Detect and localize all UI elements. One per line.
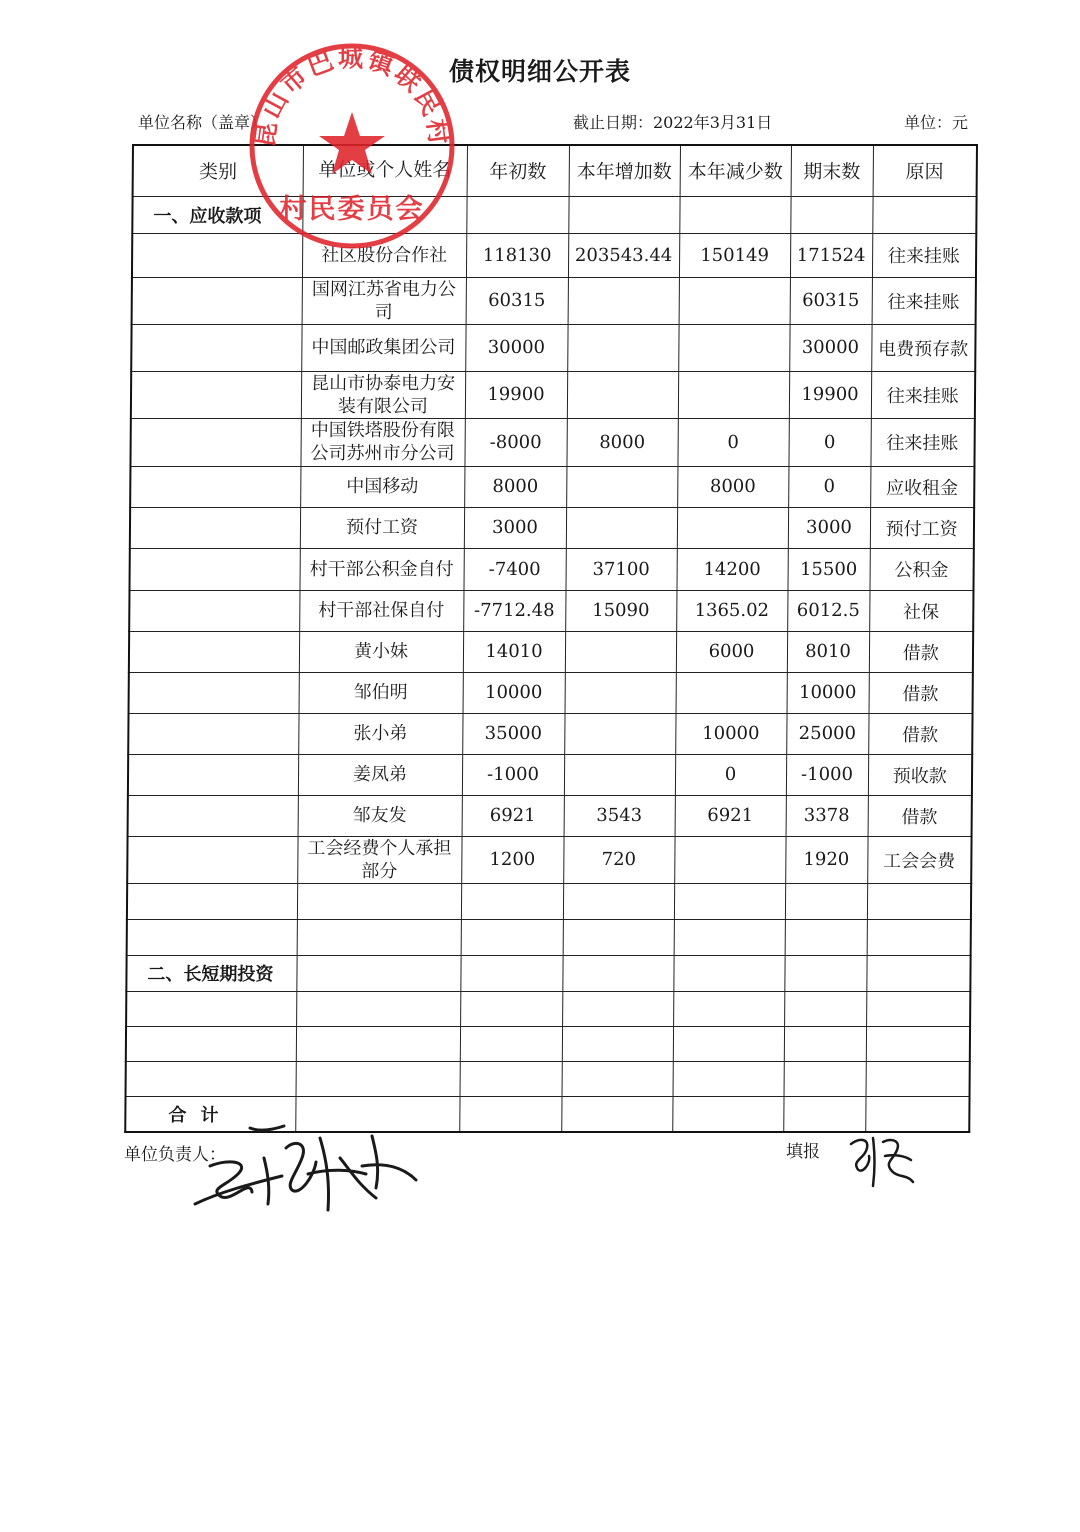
row-category — [128, 713, 298, 754]
row-begin: -8000 — [464, 418, 566, 466]
seal-star-icon — [319, 112, 385, 174]
row-end: 3000 — [788, 507, 870, 548]
row-reason: 电费预存款 — [871, 324, 975, 371]
official-seal-stamp — [246, 40, 458, 252]
row-category — [130, 466, 300, 507]
row-category — [129, 631, 299, 672]
row-decrease: 6000 — [676, 631, 787, 672]
claims-table — [124, 144, 978, 1133]
row-reason: 往来挂账 — [870, 418, 974, 466]
col-header-name: 单位或个人姓名 — [303, 145, 467, 196]
row-end: 171524 — [790, 233, 872, 277]
row-begin: -7400 — [463, 548, 565, 590]
row-category — [129, 672, 299, 713]
row-category — [131, 324, 301, 371]
table-row — [129, 631, 973, 672]
table-row — [127, 836, 971, 883]
row-decrease — [678, 371, 789, 418]
row-reason: 往来挂账 — [871, 371, 975, 418]
row-increase: 720 — [563, 836, 674, 883]
row-begin: 118130 — [466, 233, 568, 277]
row-increase — [568, 277, 679, 324]
row-category — [129, 590, 299, 631]
row-name: 邹伯明 — [299, 672, 463, 713]
row-reason: 借款 — [869, 631, 973, 672]
row-begin: -1000 — [462, 754, 564, 795]
row-increase — [567, 371, 678, 418]
row-reason: 公积金 — [869, 548, 973, 590]
table-row — [131, 371, 975, 418]
col-header-reason: 原因 — [873, 145, 977, 196]
row-increase — [564, 713, 675, 754]
row-increase — [564, 754, 675, 795]
table-row — [130, 466, 974, 507]
row-reason: 预付工资 — [870, 507, 974, 548]
row-end: 3378 — [786, 795, 868, 836]
col-header-begin: 年初数 — [467, 145, 569, 196]
row-name: 黄小妹 — [299, 631, 463, 672]
row-category — [128, 795, 298, 836]
row-category — [127, 836, 297, 883]
row-begin: 3000 — [464, 507, 566, 548]
table-row — [130, 418, 974, 466]
row-decrease: 0 — [677, 418, 788, 466]
row-decrease — [676, 672, 787, 713]
currency-unit: 单位：元 — [904, 113, 969, 132]
unit-name-label: 单位名称（盖章） — [138, 113, 267, 132]
row-end: 10000 — [787, 672, 869, 713]
row-end: 30000 — [789, 324, 871, 371]
row-name: 村干部社保自付 — [299, 590, 463, 631]
row-increase — [565, 672, 676, 713]
row-name: 国网江苏省电力公司 — [302, 277, 466, 324]
row-begin: 14010 — [463, 631, 565, 672]
row-begin: 35000 — [462, 713, 564, 754]
row-increase: 37100 — [565, 548, 676, 590]
row-decrease: 10000 — [675, 713, 786, 754]
row-begin: 30000 — [465, 324, 567, 371]
row-name: 工会经费个人承担部分 — [297, 836, 461, 883]
seal-bottom-text: 村民委员会 — [279, 194, 425, 225]
row-reason: 预收款 — [868, 754, 972, 795]
row-decrease: 150149 — [679, 233, 790, 277]
row-end: 1920 — [785, 836, 867, 883]
filler-label: 填报 — [786, 1142, 820, 1162]
responsible-person-label: 单位负责人： — [124, 1145, 226, 1165]
seal-arc-text: 昆山市巴城镇联民村 — [250, 43, 454, 149]
col-header-decrease: 本年减少数 — [680, 145, 791, 196]
responsible-signature — [190, 1118, 430, 1228]
row-end: 25000 — [786, 713, 868, 754]
row-name: 张小弟 — [298, 713, 462, 754]
row-decrease — [678, 324, 789, 371]
row-reason: 社保 — [869, 590, 973, 631]
page-title: 债权明细公开表 — [448, 57, 631, 86]
table-row — [129, 548, 973, 590]
row-increase — [566, 507, 677, 548]
row-increase — [567, 324, 678, 371]
row-category — [132, 277, 302, 324]
row-reason: 借款 — [868, 795, 972, 836]
section-receivables: 一、应收款项 — [132, 196, 302, 233]
cutoff-date: 截止日期：2022年3月31日 — [573, 113, 773, 132]
row-name: 姜凤弟 — [298, 754, 462, 795]
table-row — [131, 324, 975, 371]
filler-signature — [845, 1130, 917, 1190]
row-decrease: 6921 — [675, 795, 786, 836]
row-increase: 203543.44 — [568, 233, 679, 277]
row-end: 19900 — [789, 371, 871, 418]
row-increase — [566, 466, 677, 507]
row-begin: -7712.48 — [463, 590, 565, 631]
row-begin: 19900 — [465, 371, 567, 418]
row-increase: 8000 — [566, 418, 677, 466]
row-reason: 借款 — [869, 672, 973, 713]
row-increase: 3543 — [564, 795, 675, 836]
table-row — [128, 754, 972, 795]
row-decrease: 0 — [675, 754, 786, 795]
row-category — [130, 507, 300, 548]
row-end: 8010 — [787, 631, 869, 672]
row-name: 中国铁塔股份有限公司苏州市分公司 — [300, 418, 464, 466]
row-decrease — [677, 507, 788, 548]
table-row — [128, 713, 972, 754]
table-row — [129, 672, 973, 713]
section-row-investments — [126, 955, 970, 991]
row-name: 中国邮政集团公司 — [301, 324, 465, 371]
row-end: 0 — [788, 418, 870, 466]
row-reason: 往来挂账 — [872, 277, 976, 324]
row-decrease: 1365.02 — [676, 590, 787, 631]
row-begin: 1200 — [461, 836, 563, 883]
col-header-end: 期末数 — [791, 145, 873, 196]
row-increase: 15090 — [565, 590, 676, 631]
row-decrease: 14200 — [676, 548, 787, 590]
row-decrease: 8000 — [677, 466, 788, 507]
row-category — [129, 548, 299, 590]
section-investments: 二、长短期投资 — [126, 955, 296, 991]
row-begin: 6921 — [462, 795, 564, 836]
row-category — [131, 371, 301, 418]
row-reason: 借款 — [868, 713, 972, 754]
row-category — [130, 418, 300, 466]
row-increase — [565, 631, 676, 672]
col-header-category: 类别 — [133, 145, 303, 196]
row-decrease — [679, 277, 790, 324]
row-end: 15500 — [787, 548, 869, 590]
row-name: 邹友发 — [298, 795, 462, 836]
row-begin: 8000 — [464, 466, 566, 507]
row-name: 社区股份合作社 — [302, 233, 466, 277]
table-row — [132, 277, 976, 324]
row-end: 60315 — [790, 277, 872, 324]
table-row — [130, 507, 974, 548]
row-end: 0 — [788, 466, 870, 507]
row-reason: 工会会费 — [867, 836, 971, 883]
row-decrease — [674, 836, 785, 883]
row-name: 预付工资 — [300, 507, 464, 548]
row-reason: 往来挂账 — [872, 233, 976, 277]
table-row — [128, 795, 972, 836]
row-end: -1000 — [786, 754, 868, 795]
row-name: 昆山市协泰电力安装有限公司 — [301, 371, 465, 418]
total-label: 合计 — [125, 1096, 295, 1132]
row-name: 村干部公积金自付 — [299, 548, 463, 590]
row-begin: 60315 — [466, 277, 568, 324]
table-row — [129, 590, 973, 631]
row-reason: 应收租金 — [870, 466, 974, 507]
col-header-increase: 本年增加数 — [569, 145, 680, 196]
row-name: 中国移动 — [300, 466, 464, 507]
row-end: 6012.5 — [787, 590, 869, 631]
row-begin: 10000 — [463, 672, 565, 713]
row-category — [128, 754, 298, 795]
